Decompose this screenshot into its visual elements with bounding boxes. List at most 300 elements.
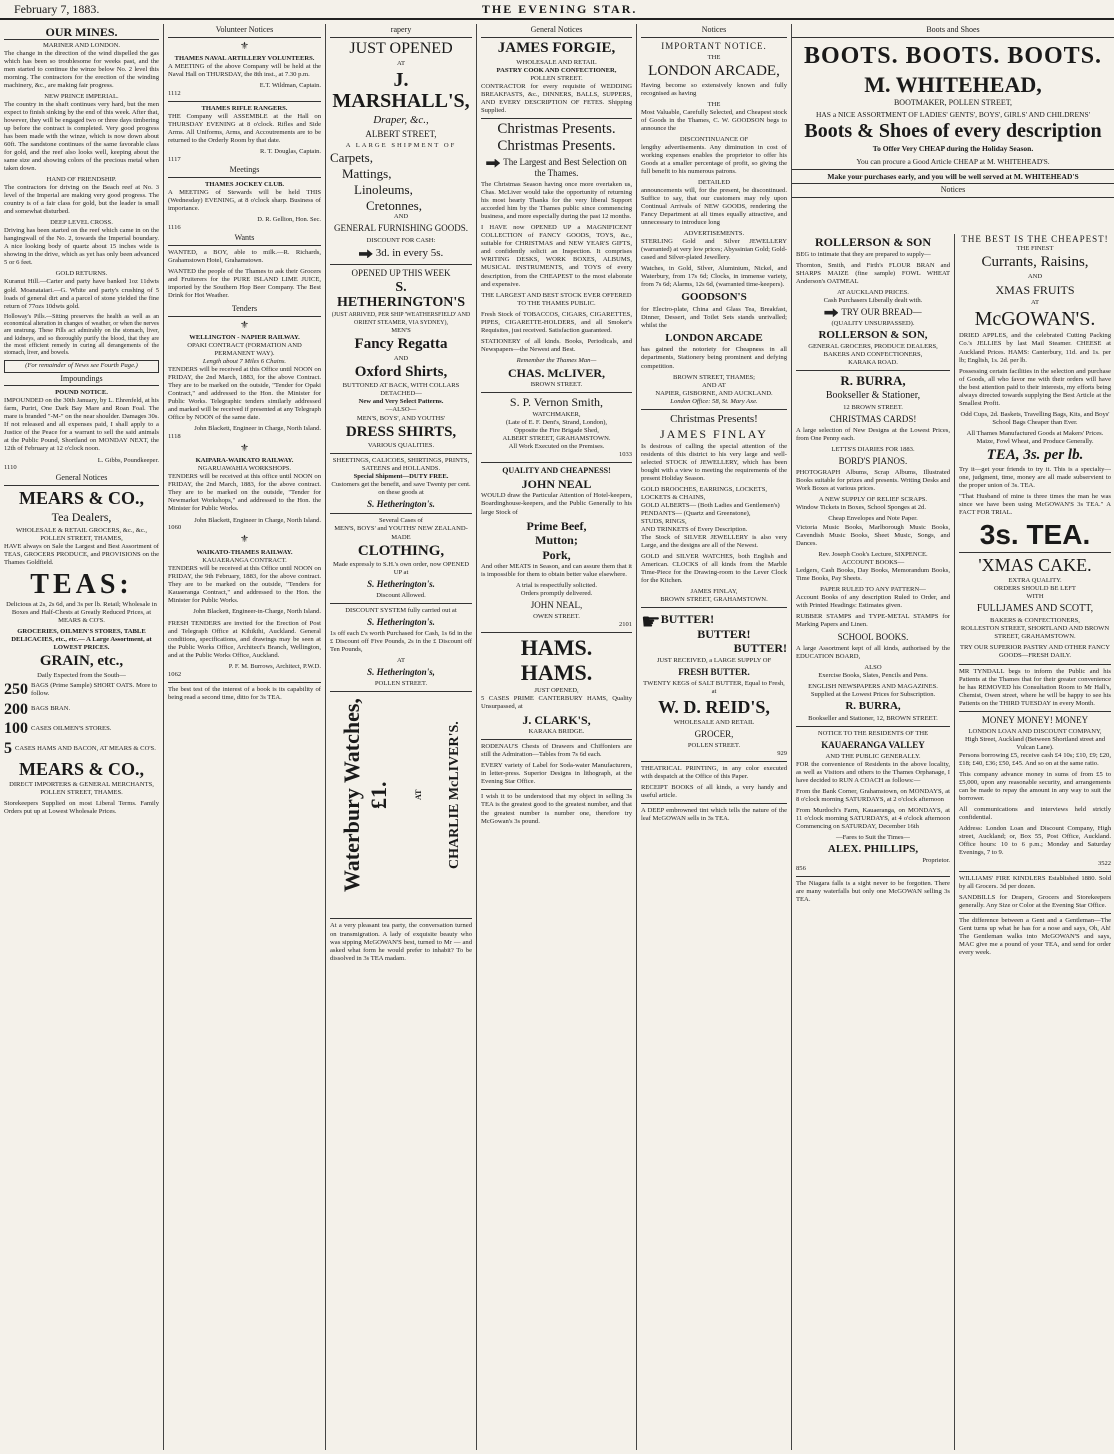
drapery-head: rapery [330, 24, 472, 38]
hams2-title: HAMS. [520, 660, 593, 686]
general-head: General Notices [481, 24, 632, 38]
mcgowan-title: McGOWAN'S. [974, 308, 1096, 331]
opened-label: OPENED UP THIS WEEK [351, 267, 451, 278]
oxford-title: Oxford Shirts, [354, 363, 448, 380]
rifle-text: THE Company will ASSEMBLE at the Hall on THURSDAY EVENING at 8 o'clock. Rifles and Side Arms. All Uniforms, Arms, and Accoutrements are to be returned to the Orderly Room by that date. [168, 113, 321, 145]
watch-label: WATCHMAKER, [532, 411, 581, 419]
work-num: 1033 [619, 451, 632, 459]
boots-head: Boots and Shoes [792, 24, 1114, 38]
currants-title: Currants, Raisins, [981, 254, 1089, 270]
the-label: THE [707, 53, 721, 61]
deep-text: A DEEP embrowned tint which tells the nature of the leaf McGOWAN sells in 3s TEA. [641, 807, 787, 823]
pound-text: IMPOUNDED on the 30th January, by L. Ehrenfeld, at his farm, Puriri, One Dark Bay Mare and Roan Foal. The mare is branded "-M-" on the near shoulder. Damages 30s. If not released and all expenses paid, I shall apply to a Justice of the Peace for a warrant to sell the said animals at the Public Pound, Shortland on MONDAY NEXT, the 12th of February at 12 o'clock noon. [4, 397, 159, 453]
pork-label: Pork, [542, 547, 571, 562]
finest-label: THE FINEST [1016, 244, 1054, 252]
grocer-label: GROCER, [694, 729, 734, 740]
navy-title: THAMES NAVAL ARTILLERY VOLUNTEERS. [174, 54, 315, 62]
navy-num: 1112 [168, 89, 181, 97]
fulljames-title: FULLJAMES AND SCOTT, [976, 603, 1094, 615]
address-text: Address: London Loan and Discount Company, High street, Auckland; or, Box 55, Post Office, Auckland. Office hours: 10 to 6 p.m.; Monday and Saturday Evenings, 7 to 9. [959, 824, 1111, 857]
largest-text: The Largest and Best Selection on the Thames. [503, 157, 627, 179]
mines-section-text: The change in the direction of the wind dispelled the gas which has been so troublesome for weeks past, and the men started to continue the winze below No. 2 level this morning. The contractors for the erection of the winding machinery, &c., are making fair progress. [4, 49, 159, 89]
work-label: All Work Executed on the Premises. [508, 443, 605, 451]
waterbury-title: Waterbury Watches, £1. [338, 698, 391, 893]
at-label: AT [1030, 299, 1040, 307]
ledgers-text: Ledgers, Cash Books, Day Books, Memorandum Books, Time Books, Pay Sheets. [796, 566, 950, 582]
butter-ad [641, 611, 787, 657]
cases-text: 5 CASES PRIME CANTERBURY HAMS, Quality Unsurpassed, at [481, 694, 632, 710]
pastry-label: PASTRY COOK AND CONFECTIONER, [496, 66, 617, 74]
neal-title: JOHN NEAL [521, 476, 592, 491]
heth5-label: S. Hetherington's, [367, 667, 435, 678]
cash-label: 1s off each £'s worth Purchased for Cash, 1s 6d in the £ Discount off Five Pounds, 2s in the £ Discount off Ten Pounds, [330, 630, 472, 654]
waterbury-at: AT [414, 790, 424, 801]
finlay2-label: JAMES FINLAY, [690, 588, 738, 596]
money-title: MONEY MONEY! MONEY [981, 714, 1089, 725]
and-other-text: And other MEATS in Season, and can assure them that it is impossible for them to obtain better value elsewhere. [481, 563, 632, 579]
drapery-item: Cretonnes, [366, 197, 422, 213]
odd-label: Odd Cups, 2d. Baskets, Travelling Bags, Kits, and Boys' School Bags Cheaper than Ever. [960, 410, 1110, 426]
pollen-label: POLLEN STREET. [687, 741, 741, 749]
husband-text: "That Husband of mine is three times the man he was since we have been using McGOWAN'S 3s TEA." A FACT FOR TRIAL. [959, 492, 1111, 516]
at-label: AT [396, 59, 406, 67]
sheetings-label: SHEETINGS, CALICOES, SHIRTINGS, PRINTS, SATEENS and HOLLANDS. [332, 457, 470, 473]
waterbury-mcliver: CHARLIE McLIVER'S. [446, 721, 462, 870]
fresh-sig: P. F. M. Burrows, Architect, P.W.D. [228, 662, 321, 670]
largest-label [481, 157, 632, 179]
theatrical-text: THEATRICAL PRINTING, in any color executed with despatch at the Office of this Paper. [641, 764, 787, 780]
bottom-quip: At a very pleasant tea party, the conversation turned on transmigration. A lady of exquisite beauty who was sipping McGOWAN'S best, turned to Mr — and asked what form he would prefer to inhabit? To be dissolved in 3s TEA madam. [330, 922, 472, 962]
grain-desc: CASES OILMEN'S STORES. [31, 725, 112, 732]
just-label: JUST OPENED, [534, 686, 579, 694]
well-len: Length about 7 Miles 6 Chains. [202, 357, 287, 365]
london-label: LONDON LOAN AND DISCOUNT COMPANY, [968, 727, 1102, 735]
sandbills-text: SANDBILLS for Drapers, Grocers and Storekeepers generally. Any Size or Color at the Evening Star Office. [959, 894, 1111, 910]
xmas-text: The Christmas Season having once more overtaken us, Chas. McLiver would take the opportunity of returning his most hearty Thanks for the very liberal Support accorded him by the Thames public since commencing business, and more especially during the past 12 months. [481, 181, 632, 221]
navy-sig: E.T. Wildman, Captain. [259, 82, 321, 90]
wish-text: I wish it to be understood that my object in selling 3s TEA is the greatest good to the greatest number, and that the greatest number is number one, therefore try McGowan's 3s pound. [481, 793, 632, 825]
teas-text: Delicious at 2s, 2s 6d, and 3s per lb. Retail; Wholesale in Boxes and Half-Chests at Greatly Reduced Prices, at MEARS & CO'S. [6, 601, 157, 625]
grain-title: GRAIN, etc., [39, 653, 124, 670]
quality-label: (QUALITY UNSURPASSED). [831, 319, 915, 327]
system-label: DISCOUNT SYSTEM fully carried out at [345, 607, 457, 615]
grain-desc: BAGS (Prime Sample) SHORT OATS. More to follow. [31, 681, 158, 697]
tenders-head: Tenders [168, 303, 321, 317]
pollen-num: 929 [777, 750, 787, 758]
london2-title: LONDON ARCADE [665, 331, 763, 344]
wt-text: TENDERS will be received at this Office until NOON on FRIDAY, the 9th February, 1883, for the above contract. They are to be marked on the outside, "Tenders for Kauaeranga Contract," and addressed to the Hon. the Minister for Public Works. [168, 564, 321, 604]
victoria-text: Victoria Music Books, Marlborough Music Books, Cavendish Music Books, Sheet Music, Songs, and Dances. [796, 523, 950, 547]
crest-icon: ⚜ [240, 319, 249, 331]
grain-item [4, 680, 159, 700]
cards-text: A large selection of New Designs at the Lowest Prices, from One Penny each. [796, 427, 950, 443]
brown-label: BROWN STREET, THAMES; [673, 373, 755, 381]
jockey-sig: D. R. Gellion, Hon. Sec. [257, 215, 321, 223]
prop-label: Proprietor. [922, 857, 950, 865]
rifle-title: THAMES RIFLE RANGERS. [201, 104, 288, 112]
pointing-hand-icon: ☛ [641, 609, 661, 635]
williams-text: WILLIAMS' FIRE KINDLERS Established 1880. Sold by all Grocers. 3d per dozen. [959, 875, 1111, 891]
have-text: I HAVE now OPENED UP a MAGNIFICENT COLLECTION of FANCY GOODS, TOYS, &c., suitable for CHRISTMAS and NEW YEAR'S GIFTS, and confidently solicit an Inspection. It comprises WRITING DESKS, WORK BOXES, ALBUMS, MUSICAL INSTRUMENTS, and TOYS of every description, from the CHEAPEST to the most elaborate and expensive. [481, 224, 632, 288]
jockey-num: 1116 [168, 223, 181, 231]
groceries-text: GROCERIES, OILMEN'S STORES, TABLE DELICACIES, etc., etc.— A Large Assortment, at LOWEST PRICES. [11, 628, 152, 652]
try-text: TRY OUR BREAD— [841, 306, 922, 317]
kai-title: KAIPARA-WAIKATO RAILWAY. [195, 457, 294, 465]
general-head: General Notices [4, 472, 159, 486]
electro-text: for Electro-plate, China and Glass Tea, Breakfast, Dinner, Dessert, and Toilet Sets stands unrivalled; whilst the [641, 305, 787, 329]
drapery-item: Mattings, [342, 165, 392, 181]
account-label: ACCOUNT BOOKS— [841, 558, 905, 566]
jockey-title: THAMES JOCKEY CLUB. [204, 180, 285, 188]
lengthy-text: lengthy advertisements. Any diminution in cost of working expenses enables the proprietor to offer his Goods at a smaller percentage of profit, so giving the full benefit to his numerous patrons. [641, 143, 787, 175]
gold-label: GOLD BROOCHES, EARRINGS, LOCKETS, LOCKETS & CHAINS, [641, 485, 768, 501]
notices-head: Notices [641, 24, 787, 38]
school-label: SCHOOL BOOKS. [837, 631, 909, 642]
drapery-list [330, 150, 472, 213]
trinkets-label: AND TRINKETS of Every Description. [641, 525, 748, 533]
albert-label: ALBERT STREET, GRAHAMSTOWN. [502, 435, 611, 443]
mines-section-text: Kuranui Hill.—Carter and party have banked 1oz 11dwts gold. Moanataiari.—G. White and party's crushing of 5 loads of general dirt and a parcel of stone yielded the fine return of 77ozs 10dwts gold. [4, 278, 159, 310]
wt-sig: John Blackett, Engineer-in-Charge, North Island. [193, 607, 321, 615]
jockey-text: A MEETING of Stewards will be held THIS (Wednesday) EVENING, at 8 o'clock sharp. Business of importance. [168, 188, 321, 212]
made-label: Made expressly to S.H.'s own order, now OPENED UP at [332, 561, 470, 577]
watches-text: Watches, in Gold, Silver, Aluminium, Nickel, and Waterbury, from 17s 6d; Clocks, in immense variety, from 7s 6d; Alarms, 12s 6d, (warranted time-keepers). [641, 265, 787, 289]
xmas-fruits-label: XMAS FRUITS [995, 282, 1075, 297]
just-opened: JUST OPENED [349, 39, 453, 57]
make-label: Make your purchases early, and you will be well served at M. WHITEHEAD'S [792, 169, 1114, 181]
finlay-text: Is desirous of calling the special attention of the residents of this district to his very large and well-selected STOCK of JEWELLERY, which has been bought with a view to meeting the requirements of the present Holiday Season. [641, 442, 787, 482]
every-text: EVERY variety of Label for Soda-water Manufacturers, in letter-press. Superior Designs in lithograph, at the Evening Star Office. [481, 762, 632, 786]
kai-sig: John Blackett, Engineer in Charge, North Island. [194, 516, 321, 524]
whitehead-title: M. WHITEHEAD, [864, 72, 1042, 98]
column-general [476, 24, 636, 1450]
every-title: Boots & Shoes of every description [804, 120, 1102, 142]
forgie-sub: WHOLESALE AND RETAIL [516, 58, 597, 66]
with-label: WITH [1026, 593, 1044, 601]
rubber-text: RUBBER STAMPS and TYPE-METAL STAMPS for Marking Papers and Linen. [796, 612, 950, 628]
xmas1-title: Christmas Presents. [497, 120, 616, 137]
rolleston-label: ROLLESTON STREET, SHORTLAND AND BROWN STREET, GRAHAMSTOWN. [960, 625, 1110, 641]
column-drapery [325, 24, 476, 1450]
pointing-hand-icon [486, 159, 500, 168]
grain-qty: 5 [4, 739, 12, 757]
paper-title: THE EVENING STAR. [481, 1, 638, 16]
wanted-lime: WANTED the people of the Thames to ask their Grocers and Fruiterers for the PURE ISLAND LIME JUICE, imported by the Southern Hop Beer Company. The Best Drink for Hot Weather. [168, 267, 321, 299]
pollen-label: POLLEN STREET. [530, 74, 583, 82]
xmas-title: Christmas Presents! [670, 412, 758, 425]
at2-label: AT [396, 657, 406, 665]
bootmaker-label: BOOTMAKER, POLLEN STREET, [893, 98, 1013, 108]
and-label: AND [393, 213, 409, 221]
difference-text: The difference between a Gent and a Gentleman—The Gent turns up what he has for a nose and says, Oh, Ah! The Gentleman walks into McGOWAN'S and says, MAC give me a pound of your TEA, and send for order every week. [959, 917, 1111, 957]
karaka-label: KARAKA ROAD. [848, 359, 898, 367]
dress-title: DRESS SHIRTS, [345, 423, 457, 440]
also-label: —ALSO— [385, 406, 417, 414]
cake-title: 'XMAS CAKE. [978, 555, 1092, 576]
bottom-quip: The best test of the interest of a book is its capability of being read a second time, ditto for 3s TEA. [168, 685, 321, 701]
comms-text: All communications and interviews held strictly confidential. [959, 805, 1111, 821]
column-boots [791, 24, 1114, 1450]
every-label [330, 247, 472, 260]
notices-right [954, 234, 1114, 1450]
navy-text: A MEETING of the above Company will be held at the Naval Hall on THURSDAY, the 8th inst., at 7.30 p.m. [168, 62, 321, 78]
mears-sub: Tea Dealers, [51, 510, 112, 525]
grain-item [4, 719, 159, 739]
notices-left [792, 234, 954, 1450]
relief-label: A NEW SUPPLY OF RELIEF SCRAPS. [818, 496, 928, 504]
waterbury-ad [330, 695, 472, 915]
alberts-label: GOLD ALBERTS— (Both Ladies and Gentlemen's) [641, 501, 780, 509]
try-text: Try it—get your friends to try it. This is a specialty—one, judgment, time, money are all made subservient to the proper union of 3s. TEA. [959, 465, 1111, 489]
mines-section-heading: HAND OF FRIENDSHIP. [46, 176, 117, 184]
boots-title: BOOTS. BOOTS. BOOTS. [803, 42, 1103, 69]
fresh-text: FRESH TENDERS are invited for the Erection of Post and Telegraph Office at Kihikihi, Auckland. General conditions, specifications, and drawings may be seen at the Public Works Office, Architect's Branch, Wellington, and at the Public Works Office, Auckland. [168, 619, 321, 659]
fancy-title: Fancy Regatta [354, 335, 448, 352]
orders-label: ORDERS SHOULD BE LEFT [994, 585, 1076, 593]
wanted-boy: WANTED, a BOY, able to milk.—R. Richards, Grahamstown Hotel, Grahamstown. [168, 248, 321, 264]
procure-label: You can procure a Good Article CHEAP at M. WHITEHEAD'S. [856, 157, 1050, 167]
orders-label: Orders promptly delivered. [520, 590, 593, 598]
well-text: TENDERS will be received at this Office until NOON on FRIDAY, the 2nd March, 1883, for the above Contract. They are to be marked on the outside, "Tender for Opaki Contract," and addressed to the Hon. the Minister for Public Works. Telegraphic tenders similarly addressed and marked will be received if presented at any Telegraph Office by NOON of the same date. [168, 365, 321, 422]
and-label: AND [393, 354, 409, 362]
photo-text: PHOTOGRAPH Albums, Scrap Albums, Illustrated Books suitable for prizes and presents. Writing Desks and Work Boxes at various prices. [796, 469, 950, 493]
mcliver-title: CHAS. McLIVER, [507, 365, 605, 380]
bookseller-label: Bookseller & Stationer, [825, 390, 921, 402]
disc-label: DISCONTINUANCE OF [679, 135, 749, 143]
bakers-label: BAKERS & CONFECTIONERS, [990, 617, 1080, 625]
fresh-label: FRESH BUTTER. [678, 667, 750, 678]
heth-title: S. HETHERINGTON'S [336, 279, 466, 310]
just-label: JUST RECEIVED, a LARGE SUPPLY OF [656, 657, 772, 665]
forgie-title: JAMES FORGIE, [497, 39, 616, 56]
and-label: AND AT [702, 381, 726, 389]
phillips-title: ALEX. PHILLIPS, [827, 842, 919, 855]
volunteer-head: Volunteer Notices [168, 24, 321, 38]
cards-title: CHRISTMAS CARDS! [829, 414, 917, 425]
well-sub: OPAKI CONTRACT (FORMATION AND PERMANENT WAY). [187, 341, 302, 357]
fresh-num: 1062 [168, 670, 182, 678]
xmas2-title: Christmas Presents. [497, 138, 616, 155]
wholesale-label: WHOLESALE AND RETAIL [673, 718, 755, 726]
letts-label: LETTS'S DIARIES FOR 1883. [831, 446, 915, 454]
grain-qty: 250 [4, 681, 28, 699]
conv-text: FOR the convenience of Residents in the above locality, as well as Visitors and others to the Thames Orphanage, I have decided to RUN A COACH as follows:— [796, 760, 950, 784]
opposite-label: Opposite the Fire Brigade Shed, [514, 427, 599, 435]
pointing-hand-icon [824, 308, 838, 317]
wants-head: Wants [168, 232, 321, 246]
maize-label: Maize, Fowl Wheat, and Produce Generally. [976, 437, 1094, 445]
notice-label: NOTICE TO THE RESIDENTS OF THE [817, 729, 929, 737]
persons-text: Persons borrowing £5, receive cash £4 10s; £10, £9; £20, £18; £40, £36; £50, £45. And so on at the same ratio. [959, 751, 1111, 767]
wt-sub: KAUAERANGA CONTRACT. [202, 556, 287, 564]
mears-text: WHOLESALE & RETAIL GROCERS, &c., &c., POLLEN STREET, THAMES, [15, 526, 148, 542]
auckland-label: AT AUCKLAND PRICES. [837, 288, 909, 296]
discount-label: DISCOUNT FOR CASH: [366, 237, 436, 245]
brown2-label: BROWN STREET, GRAHAMSTOWN. [660, 596, 768, 604]
albert-street: ALBERT STREET, [365, 128, 437, 139]
mines-sections [4, 42, 159, 311]
wt-title: WAIKATO-THAMES RAILWAY. [196, 548, 293, 556]
butter2: BUTTER! [697, 626, 751, 641]
london-title: LONDON ARCADE, [648, 62, 780, 79]
mines-section-text: The country in the shaft continues very hard, but the men expect to finish sinking by the end of this week. After that, however, they will be engaged two or three days timbering up before the contract is completed. Very good progress has been made with the winze, which is now down about 60ft. The sandstone continues of the same favorable class for gold, and the reef also looks well, keeping about the same size and showing colors of the precious metal when taken down. [4, 100, 160, 173]
impoundings-head: Impoundings [4, 373, 159, 387]
owen-label: OWEN STREET. [533, 613, 580, 621]
crest-icon: ⚜ [240, 443, 249, 455]
grain-qty: 200 [4, 700, 28, 718]
offer-label: To Offer Very CHEAP during the Holiday Season. [872, 144, 1034, 153]
valley-label: KAUAERANGA VALLEY [821, 739, 925, 750]
dried-text: DRIED APPLES, and the celebrated Cutting Packing Co.'s JELLIES by last Mail Steamer. CHEESE at Auckland Prices. HAMS: Canterbury, 11d. and 1s. per lb; English, 1s. 2d. per lb. [959, 332, 1111, 364]
neal-text: WOULD draw the Particular Attention of Hotel-keepers, Boardinghouse-keepers, and the Public Generally to his large Stock of [481, 492, 632, 516]
remainder-note: (For remainder of News see Fourth Page.) [4, 360, 159, 372]
arrived-label: (JUST ARRIVED, PER SHIP 'WEATHERSFIELD' AND ORIENT STEAMER, VIA SYDNEY), [331, 312, 471, 326]
extra-label: EXTRA QUALITY. [1008, 577, 1062, 585]
drapery-item: Carpets, [330, 149, 373, 165]
from-text: From the Bank Corner, Grahamstown, on MONDAYS, at 8 o'clock morning SATURDAYS, at 2 o'clock afternoon [796, 787, 950, 803]
grain-item [4, 700, 159, 720]
mines-section-heading: DEEP LEVEL CROSS. [50, 219, 113, 227]
buttoned-label: BUTTONED AT BACK, WITH COLLARS DETACHED— [342, 382, 460, 398]
having-text: Having become so extensively known and fully recognised as having [641, 81, 787, 97]
well-title: WELLINGTON - NAPIER RAILWAY. [189, 333, 300, 341]
marshall-title: J. MARSHALL'S, [332, 68, 470, 112]
try2-label: TRY OUR SUPERIOR PASTRY AND OTHER FANCY GOODS—FRESH DAILY. [959, 644, 1111, 660]
kai-sub: NGARUAWAHIA WORKSHOPS. [197, 465, 292, 473]
reid-title: W. D. REID'S, [658, 697, 770, 718]
teas-title: TEAS: [30, 568, 133, 600]
masthead [0, 0, 1114, 20]
heth2-label: S. Hetherington's. [367, 499, 435, 510]
important-label: IMPORTANT NOTICE. [661, 40, 767, 51]
stationery-text: STATIONERY of all kinds. Books, Periodicals, and Newspapers—the Newest and Best. [481, 337, 632, 353]
cheap-label: Cheap Envelopes and Note Paper. [828, 515, 918, 523]
best-label: THE BEST IS THE CHEAPEST! [961, 234, 1109, 244]
studs-label: STUDS, RINGS, [641, 517, 687, 525]
cook-label: Rev. Joseph Cook's Lecture, SIXPENCE. [818, 550, 928, 558]
clothing-title: CLOTHING, [357, 542, 445, 559]
mines-section-heading: MARINER AND LONDON. [42, 41, 121, 49]
threes-title: 3s. TEA. [979, 518, 1091, 550]
grain-item [4, 739, 159, 759]
high-label: High Street, Auckland (Between Shortland street and Vulcan Lane). [964, 735, 1106, 751]
tobacco-text: Fresh Stock of TOBACCOS, CIGARS, CIGARETTES, PIPES, CIGARETTE-HOLDERS, and all Smoker's Requisites, just received. Satisfaction guaranteed. [481, 310, 632, 334]
several-label: Several Cases of [379, 517, 423, 525]
karaka-label: KARAKA BRIDGE. [528, 728, 585, 736]
owen-num: 2101 [619, 621, 632, 629]
niagara-text: The Niagara falls is a sight never to be forgotten. There are many waterfalls but only one McGOWAN selling 3s TEA. [796, 880, 950, 904]
quality-label: QUALITY AND CHEAPNESS! [502, 466, 611, 476]
address-num: 3522 [1098, 860, 1111, 868]
storekeepers-text: Storekeepers Supplied on most Liberal Terms. Family Orders put up at Lowest Wholesale Prices. [4, 800, 159, 816]
school-text: A large Assortment kept of all kinds, authorised by the EDUCATION BOARD, [796, 644, 950, 660]
office-label: London Office: 58, St. Mary Axe. [670, 397, 758, 405]
announce-text: announcements will, for the present, be discontinued. Suffice to say, that our customers may rely upon Continual Arrivals of NEW GOODS, rendering the Fancy Department at all times equally attractive, and unnecessary to introduce long [641, 186, 787, 226]
supplied-label: Supplied at the Lowest Prices for Subscription. [810, 691, 936, 698]
window-text: Window Tickets in Boxes, School Sponges at 2d. [796, 504, 926, 512]
grain-text: Daily Expected from the South— [37, 672, 126, 680]
furnishing-label: GENERAL FURNISHING GOODS. [334, 223, 468, 234]
rollerson-title: ROLLERSON & SON [814, 235, 932, 249]
notices-head: Notices [792, 183, 1114, 198]
nz-label: MEN'S, BOYS' and YOUTHS' NEW ZEALAND-MADE [334, 525, 468, 541]
english-label: ENGLISH NEWSPAPERS AND MAGAZINES. [808, 682, 938, 690]
meetings-head: Meetings [168, 164, 321, 178]
mines-section-text: Driving has been started on the reef which came in on the hangingwall of the No. 2, towards the Imperial boundary. A nice looking body of quartz about 15 inches wide is showing in the drive, which as yet has only been advanced 5 or 6 feet. [4, 227, 159, 267]
kai-text: TENDERS will be received at this office until NOON on FRIDAY, the 2nd March, 1883, for the above contract. They are to be marked on the outside, "Tender for Newmarket Workshops," and addressed to the Hon. the Minister for Public Works. [168, 473, 321, 513]
stock-text: The Stock of SILVER JEWELLERY is also very Large, and the designs are all of the Newest. [641, 534, 787, 550]
receipt-text: RECEIPT BOOKS of all kinds, a very handy and useful article. [641, 784, 787, 800]
goodsons-title: GOODSON'S [681, 291, 747, 304]
tea-title: TEA, 3s. per lb. [986, 446, 1084, 463]
draper-label: Draper, &c., [373, 113, 429, 126]
burra-title: R. BURRA, [840, 373, 906, 389]
crest-icon: ⚜ [240, 40, 249, 52]
general-label: GENERAL GROCERS, PRODUCE DEALERS, BAKERS AND CONFECTIONERS, [808, 343, 938, 359]
contractor-text: CONTRACTOR for every requisite of WEDDING BREAKFASTS, &c., DINNERS, BALLS, SUPPERS, AND EVERY DESCRIPTION OF FETES. Shipping Supplied. [481, 82, 632, 114]
pound-sig: L. Gibbs, Poundkeeper. [97, 456, 159, 464]
holloway-ad: Holloway's Pills.—Sitting preserves the health as well as an economical alteration in changes of weather, or when the nerves are unstrung. These Pills act admirably on the stomach, liver, and kidneys, and so thoroughly purify the blood, that they are the most efficient remedy in curing all derangements of the stomach, liver, and bowels. [4, 313, 159, 357]
pound-num: 1110 [4, 464, 17, 472]
mines-section-text: The contractors for driving on the Beach reef at No. 3 level of the Imperial are making very good progress. The country is of a fair class for gold, but the leader is small and somewhat disturbed. [4, 184, 159, 216]
well-sig: John Blackett, Engineer in Charge, North Island. [194, 425, 321, 433]
late-label: (Late of E. F. Dent's, Strand, London), [505, 419, 608, 427]
public-label: AND THE PUBLIC GENERALLY. [825, 752, 921, 760]
prime-label: Prime Beef, [526, 518, 587, 533]
brown-label: BROWN STREET. [530, 381, 583, 389]
shipment-label: A LARGE SHIPMENT OF [345, 141, 457, 149]
drapery-item: Linoleums, [354, 181, 413, 197]
kai-num: 1060 [168, 524, 182, 532]
advance-text: This company advance money in sums of from £5 to £5,000, upon any reasonable security, and arrangements can be made to repay the amount in any way to suit the borrower. [959, 770, 1111, 802]
disc-label: Discount Allowed. [376, 592, 426, 600]
cash-label: Cash Purchasers Liberally dealt with. [823, 296, 923, 304]
and-label: AND [1027, 272, 1043, 280]
grain-items [4, 680, 159, 758]
column-mines [0, 24, 163, 1450]
twenty-label: TWENTY KEGS of SALT BUTTER, Equal to Fresh, at [643, 680, 785, 696]
detailed-label: DETAILED [697, 178, 731, 186]
grain-desc: CASES HAMS AND BACON, AT MEARS & CO'S. [15, 744, 156, 752]
hams1-title: HAMS. [520, 635, 593, 661]
paper-text: Account Books of any description Ruled to Order, and with Printed Headings: Estimates given. [796, 593, 950, 609]
mines-title: OUR MINES. [4, 26, 159, 40]
crest-icon: ⚜ [240, 534, 249, 546]
pointing-hand-icon [359, 249, 373, 258]
has-text: has gained the notoriety for Cheapness in all departments, Stationery being prominent and defying competition. [641, 346, 787, 370]
bords-label: BORD'S PIANOS. [838, 456, 908, 467]
butter3: BUTTER! [733, 641, 787, 656]
try-label [796, 307, 950, 318]
mears2-title: MEARS & CO., [19, 759, 144, 780]
mutton-label: Mutton; [535, 533, 578, 548]
well-num: 1118 [168, 433, 181, 441]
column-notices [636, 24, 791, 1450]
column-volunteer [163, 24, 325, 1450]
most-text: Most Valuable, Carefully Selected, and Cheapest stock of Goods in the Thames, C. W. GOODSON begs to announce the [641, 108, 787, 132]
customers-label: Customers get the benefit, and save Twenty per cent. on these goods at [331, 481, 471, 497]
rodn-text: RODENAU'S Chests of Drawers and Chiffoniers are still the Admiration—Tables from 7s 6d each. [481, 743, 632, 759]
paper-label: PAPER RULED TO ANY PATTERN— [820, 585, 926, 593]
from2-text: From Murdoch's Farm, Kauaeranga, on MONDAYS, at 11 o'clock morning SATURDAYS, at 4 o'clock afternoon Commencing on SATURDAY, December 16th [796, 806, 950, 830]
beg-text: BEG to intimate that they are prepared to supply— [796, 250, 931, 258]
every-text: 3d. in every 5s. [375, 247, 444, 260]
largest2-label: THE LARGEST AND BEST STOCK EVER OFFERED TO THE THAMES PUBLIC. [481, 291, 632, 307]
smith-title: S. P. Vernon Smith, [509, 395, 604, 410]
burra2-title: R. BURRA, [845, 700, 901, 713]
mears-title: MEARS & CO., [19, 488, 144, 509]
rifle-num: 1117 [168, 156, 181, 164]
